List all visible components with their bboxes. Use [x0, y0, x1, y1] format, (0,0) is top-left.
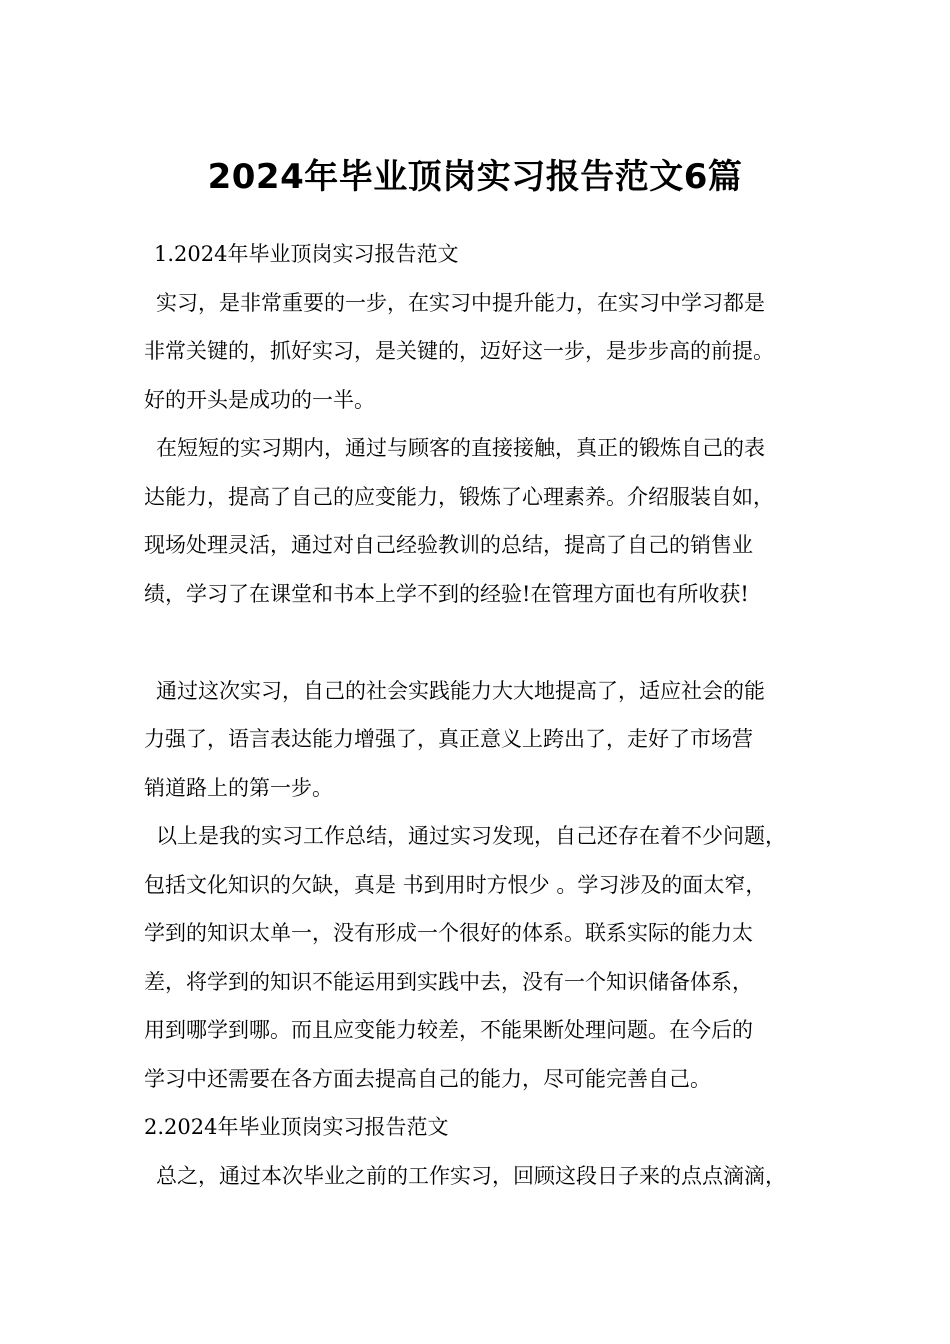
- paragraph-spacer: [144, 618, 824, 667]
- text-line: 学到的知识太单一，没有形成一个很好的体系。联系实际的能力太: [144, 921, 753, 945]
- section-heading-1: 1.2024年毕业顶岗实习报告范文: [154, 242, 459, 266]
- paragraph-1: [144, 279, 824, 425]
- text-line: 好的开头是成功的一半。: [144, 387, 375, 412]
- text-line: 力强了，语言表达能力增强了，真正意义上跨出了，走好了市场营: [144, 727, 753, 751]
- paragraph-3: [144, 667, 824, 813]
- text-line: 非常关键的，抓好实习，是关键的，迈好这一步，是步步高的前提。: [144, 339, 774, 363]
- text-line: 总之，通过本次毕业之前的工作实习，回顾这段日子来的点点滴滴，: [156, 1163, 786, 1188]
- section-heading-2: 2.2024年毕业顶岗实习报告范文: [144, 1115, 449, 1139]
- text-line: 实习，是非常重要的一步，在实习中提升能力，在实习中学习都是: [156, 290, 765, 315]
- text-line: 用到哪学到哪。而且应变能力较差，不能果断处理问题。在今后的: [144, 1018, 753, 1042]
- document-title: 2024年毕业顶岗实习报告范文6篇: [207, 156, 743, 197]
- text-line: 销道路上的第一步。: [144, 775, 333, 800]
- text-line: 以上是我的实习工作总结，通过实习发现，自己还存在着不少问题，: [156, 824, 786, 848]
- paragraph-2: [144, 424, 824, 618]
- paragraph-5: [144, 1152, 824, 1201]
- text-line: 包括文化知识的欠缺，真是 书到用时方恨少 。学习涉及的面太窄，: [144, 872, 767, 897]
- text-line: 现场处理灵活，通过对自己经验教训的总结，提高了自己的销售业: [144, 533, 753, 557]
- paragraph-4: [144, 812, 824, 1103]
- text-line: 差，将学到的知识不能运用到实践中去，没有一个知识储备体系，: [144, 969, 753, 994]
- document-body: [144, 230, 824, 1200]
- text-line: 通过这次实习，自己的社会实践能力大大地提高了，适应社会的能: [156, 678, 765, 703]
- text-line: 达能力，提高了自己的应变能力，锻炼了心理素养。介绍服装自如，: [144, 484, 774, 509]
- text-line: 在短短的实习期内，通过与顾客的直接接触，真正的锻炼自己的表: [156, 436, 765, 460]
- text-line: 学习中还需要在各方面去提高自己的能力，尽可能完善自己。: [144, 1066, 711, 1091]
- text-line: 绩，学习了在课堂和书本上学不到的经验!在管理方面也有所收获!: [144, 581, 749, 606]
